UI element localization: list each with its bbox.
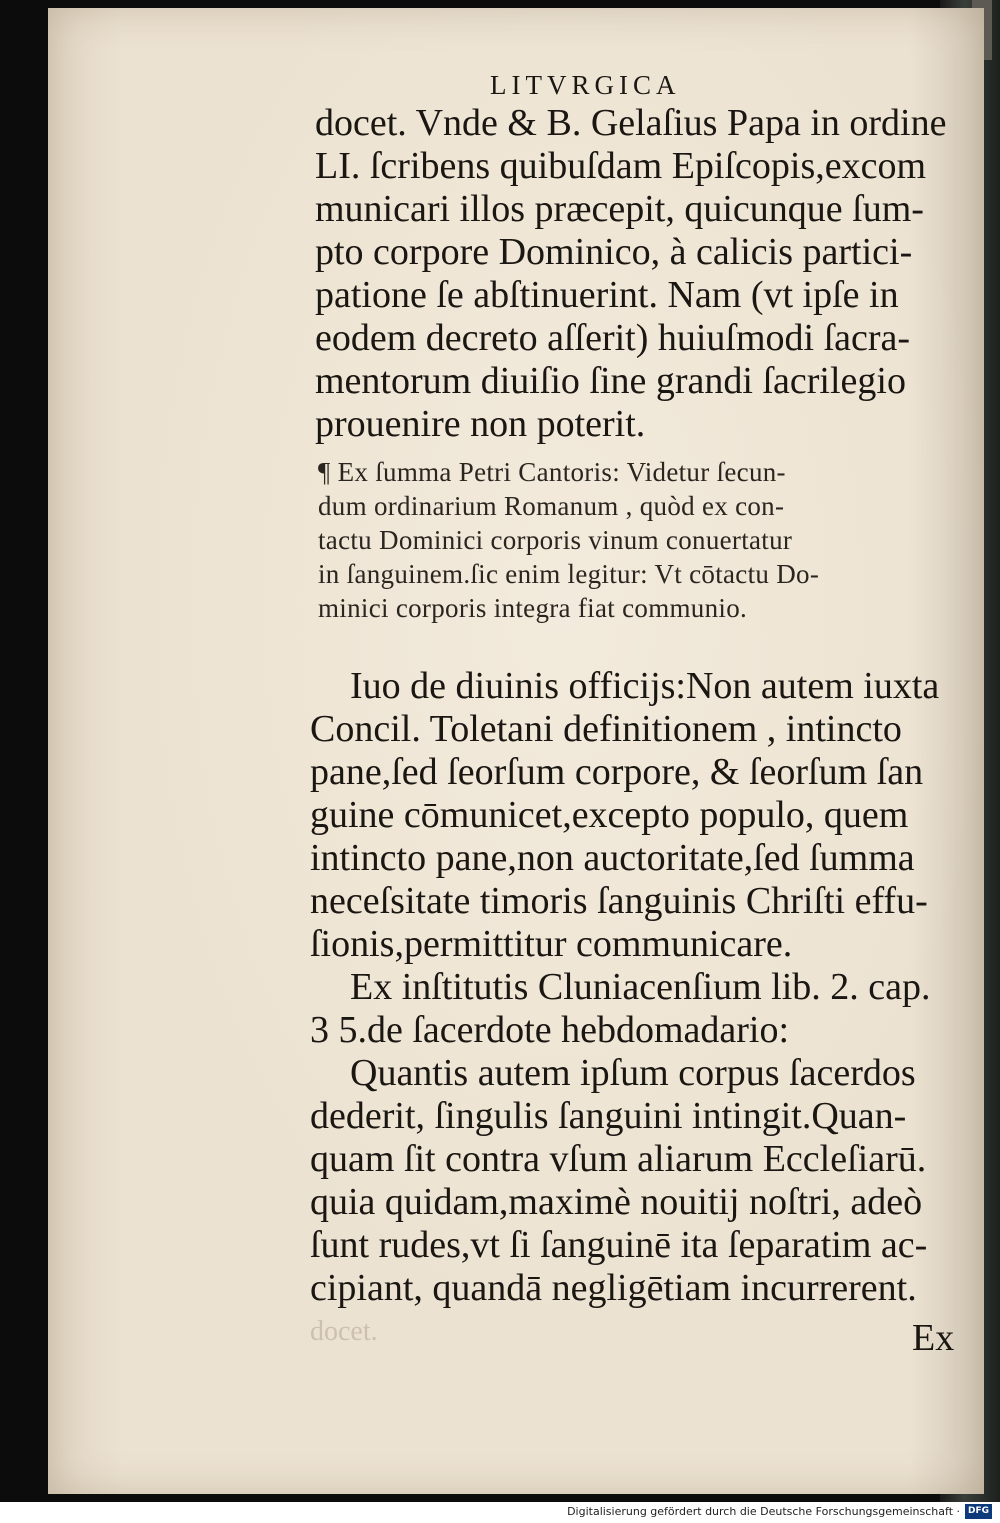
running-head: LITVRGICA: [490, 70, 681, 100]
note-line: tactu Dominici corporis vinum conuertatur: [318, 525, 793, 555]
text-line: Quantis autem ipſum corpus ſacerdos: [350, 1052, 916, 1094]
text-line: dederit, ſingulis ſanguini intingit.Quan-: [310, 1095, 907, 1137]
text-line: intincto pane,non auctoritate,ſed ſumma: [310, 837, 915, 879]
text-line: docet. Vnde & B. Gelaſius Papa in ordine: [315, 102, 947, 144]
note-line: in ſanguinem.ſic enim legitur: Vt cōtactu Do-: [318, 559, 820, 589]
text-line: neceſsitate timoris ſanguinis Chriſti effu-: [310, 880, 928, 922]
text-line: pane,ſed ſeorſum corpore, & ſeorſum ſan: [310, 751, 924, 793]
text-line: Iuo de diuinis officijs:Non autem iuxta: [350, 665, 940, 707]
funding-credit: Digitalisierung gefördert durch die Deutsche Forschungsgemeinschaft ·: [567, 1505, 960, 1518]
second-text-block: [310, 665, 975, 1310]
footer-bar: [0, 1502, 1000, 1523]
text-line: quam ſit contra vſum aliarum Eccleſiarū.: [310, 1138, 927, 1180]
text-line: cipiant, quandā negligētiam incurrerent.: [310, 1267, 917, 1309]
text-line: Ex inſtitutis Cluniacenſium lib. 2. cap.: [350, 966, 931, 1008]
text-line: municari illos præcepit, quicunque ſum-: [315, 188, 924, 230]
note-line: ¶ Ex ſumma Petri Cantoris: Videtur ſecun-: [318, 457, 786, 487]
text-line: guine cōmunicet,excepto populo, quem: [310, 794, 909, 836]
text-line: Concil. Toletani definitionem , intincto: [310, 708, 902, 750]
text-line: pto corpore Dominico, à calicis partici-: [315, 231, 913, 273]
show-through-text: docet.: [310, 1316, 378, 1347]
text-line: quia quidam,maximè nouitij noſtri, adeò: [310, 1181, 923, 1223]
text-line: eodem decreto aſſerit) huiuſmodi ſacra-: [315, 317, 911, 359]
text-line: 3 5.de ſacerdote hebdomadario:: [310, 1009, 790, 1051]
text-line: ſunt rudes,vt ſi ſanguinē ita ſeparatim ac-: [310, 1224, 928, 1266]
note-paragraph: [318, 455, 973, 625]
text-line: prouenire non poterit.: [315, 403, 646, 445]
text-line: ſionis,permittitur communicare.: [310, 923, 793, 965]
note-line: dum ordinarium Romanum , quòd ex con-: [318, 491, 785, 521]
text-line: LI. ſcribens quibuſdam Epiſcopis,excom: [315, 145, 927, 187]
catchword: Ex: [912, 1317, 955, 1359]
text-line: patione ſe abſtinuerint. Nam (vt ipſe in: [315, 274, 899, 316]
dfg-logo: DFG: [965, 1504, 992, 1519]
note-line: minici corporis integra fiat communio.: [318, 593, 748, 623]
text-line: mentorum diuiſio ſine grandi ſacrilegio: [315, 360, 906, 402]
main-text-block: [315, 102, 975, 446]
